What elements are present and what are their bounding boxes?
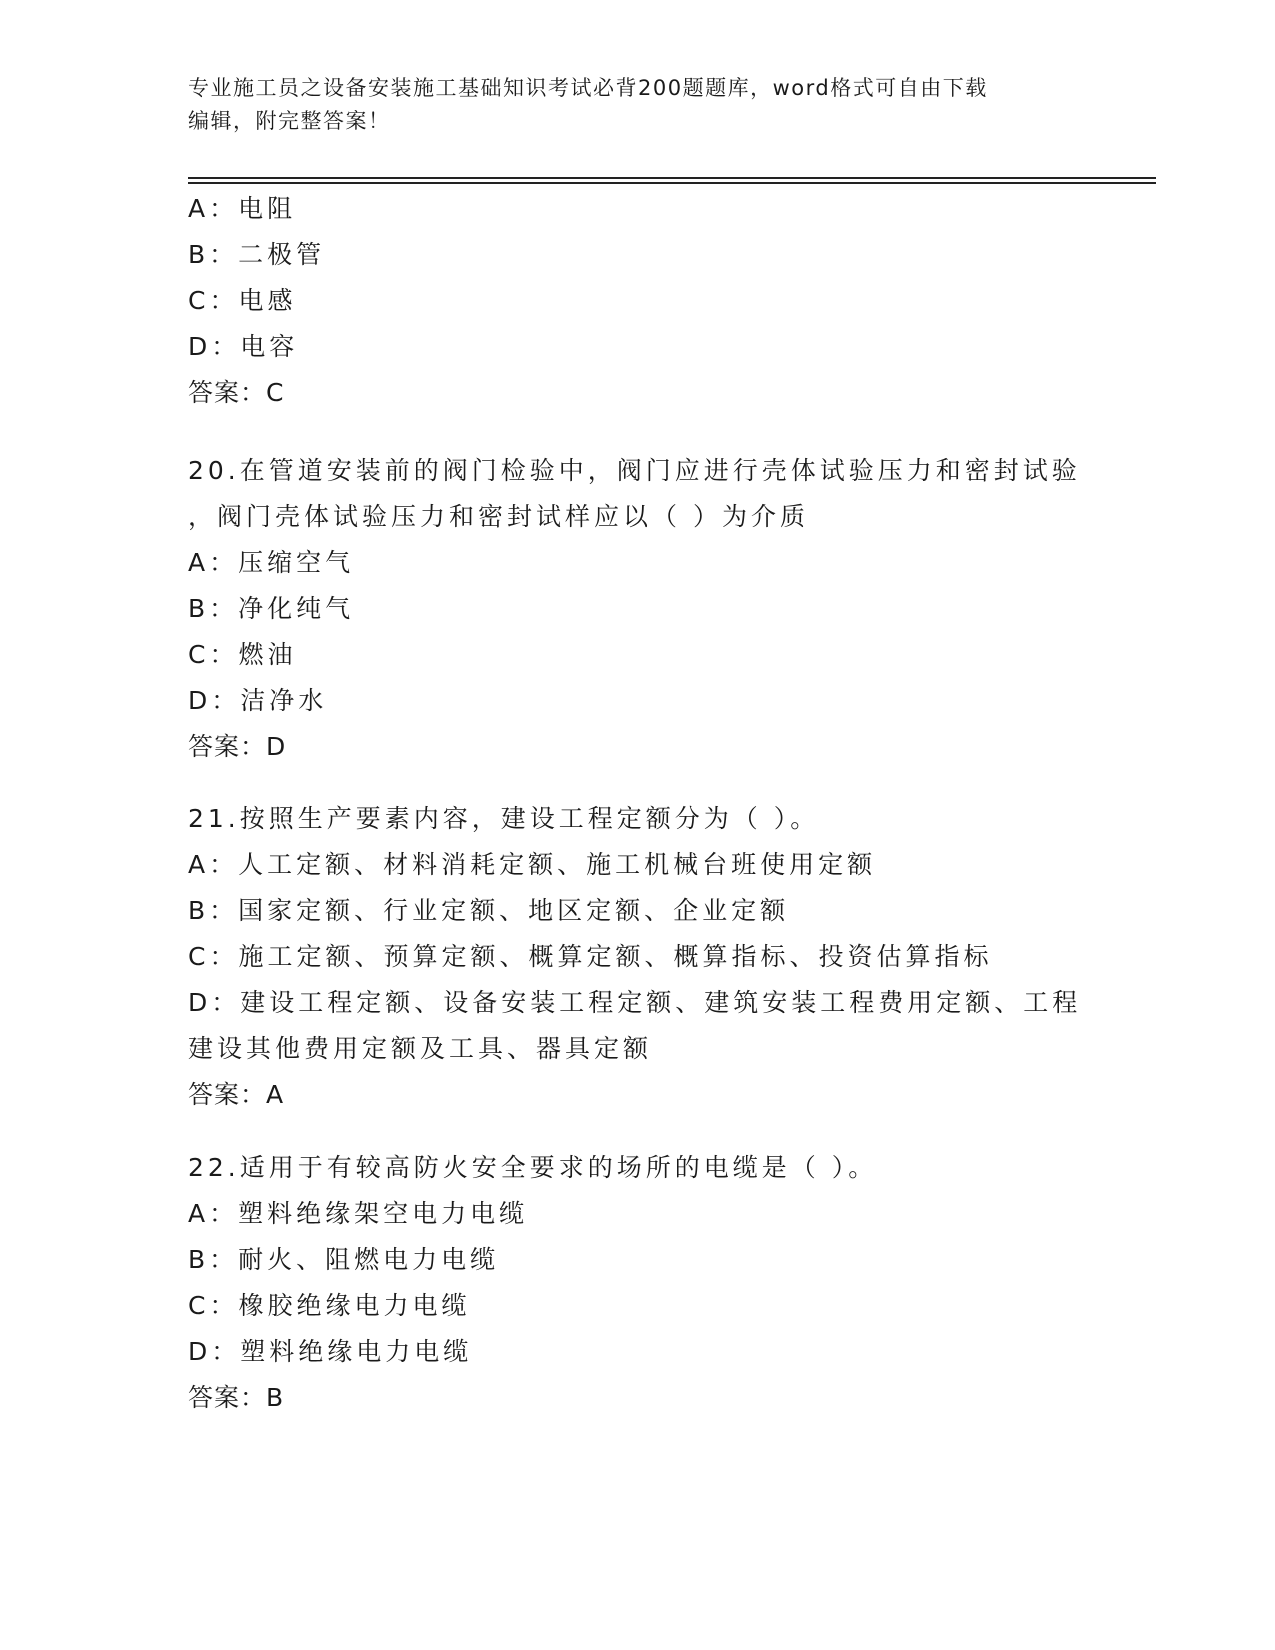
option-a: A：压缩空气 (188, 548, 355, 577)
option-a: A：电阻 (188, 194, 297, 223)
question-20 (188, 448, 1088, 770)
option-b: B：耐火、阻燃电力电缆 (188, 1245, 500, 1274)
answer-line: 答案：A (188, 1080, 285, 1109)
option-c: C：橡胶绝缘电力电缆 (188, 1291, 471, 1320)
question-22 (188, 1145, 1088, 1421)
option-d: D：建设工程定额、设备安装工程定额、建筑安装工程费用定额、工程 (188, 988, 1082, 1017)
question-text-line-1: 21.按照生产要素内容，建设工程定额分为（ ）。 (188, 804, 820, 833)
question-text-line-2: ，阀门壳体试验压力和密封试样应以（ ）为介质 (188, 502, 809, 531)
question-19 (188, 186, 1088, 416)
option-b: B：二极管 (188, 240, 326, 269)
answer-line: 答案：B (188, 1383, 285, 1412)
option-d: D：洁净水 (188, 686, 328, 715)
option-d-continuation: 建设其他费用定额及工具、器具定额 (188, 1034, 653, 1063)
option-a: A：人工定额、材料消耗定额、施工机械台班使用定额 (188, 850, 877, 879)
document-header (188, 72, 1088, 138)
answer-line: 答案：D (188, 732, 287, 761)
option-b: B：净化纯气 (188, 594, 355, 623)
option-b: B：国家定额、行业定额、地区定额、企业定额 (188, 896, 790, 925)
option-c: C：施工定额、预算定额、概算定额、概算指标、投资估算指标 (188, 942, 993, 971)
header-divider-bottom (188, 182, 1156, 184)
option-c: C：电感 (188, 286, 297, 315)
option-d: D：电容 (188, 332, 299, 361)
question-text-line-1: 22.适用于有较高防火安全要求的场所的电缆是（ ）。 (188, 1153, 878, 1182)
option-c: C：燃油 (188, 640, 297, 669)
header-title-line-2: 编辑，附完整答案！ (188, 109, 391, 133)
option-d: D：塑料绝缘电力电缆 (188, 1337, 473, 1366)
header-divider-top (188, 177, 1156, 179)
question-21 (188, 796, 1088, 1118)
header-title-line-1: 专业施工员之设备安装施工基础知识考试必背200题题库，word格式可自由下载 (188, 76, 988, 100)
option-a: A：塑料绝缘架空电力电缆 (188, 1199, 529, 1228)
question-text-line-1: 20.在管道安装前的阀门检验中，阀门应进行壳体试验压力和密封试验 (188, 456, 1081, 485)
answer-line: 答案：C (188, 378, 285, 407)
